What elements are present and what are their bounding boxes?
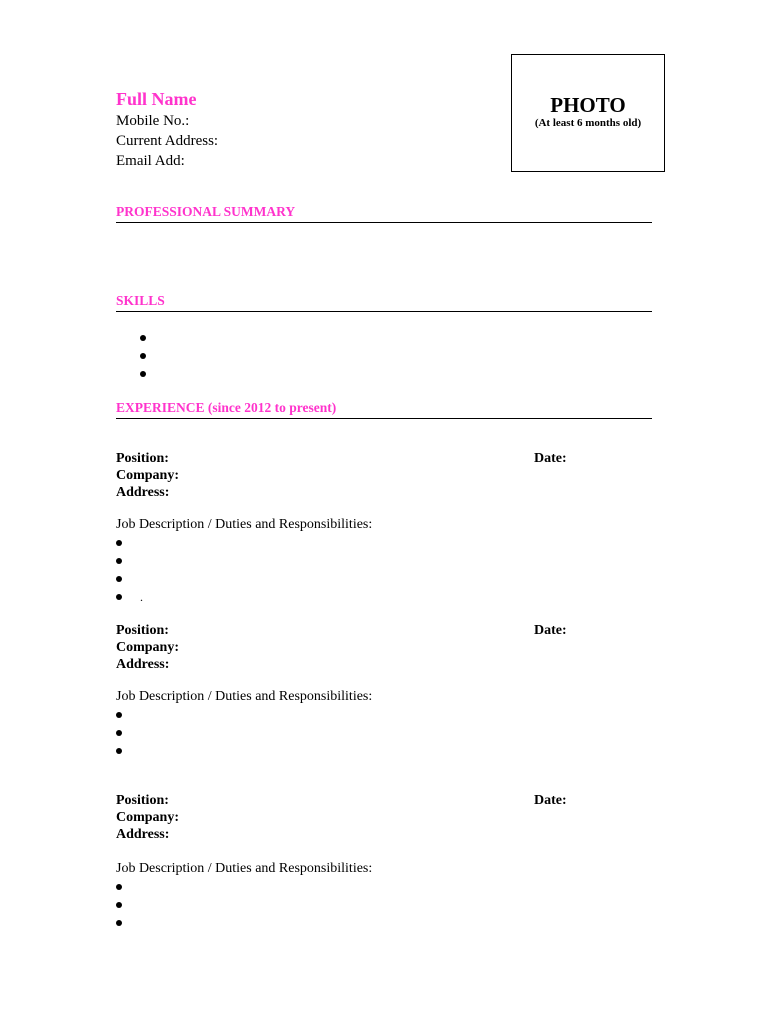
- date-label: Date:: [534, 793, 567, 808]
- section-heading: PROFESSIONAL SUMMARY: [116, 204, 296, 219]
- date-label: Date:: [534, 623, 567, 638]
- contact-block: [116, 111, 218, 171]
- bullet-icon: [116, 594, 122, 600]
- bullet-icon: [140, 371, 146, 377]
- bullet-icon: [116, 748, 122, 754]
- experience-entry-3: [116, 792, 179, 843]
- date-label: Date:: [534, 451, 567, 466]
- bullet-icon: [116, 920, 122, 926]
- bullet-icon: [116, 902, 122, 908]
- section-heading: EXPERIENCE (since 2012 to present): [116, 400, 337, 415]
- section-skills: [116, 293, 652, 312]
- bullet-icon: [116, 540, 122, 546]
- job-description-label: Job Description / Duties and Responsibilities:: [116, 861, 373, 876]
- photo-placeholder: [511, 54, 665, 172]
- mobile-label: Mobile No.:: [116, 113, 190, 129]
- position-label: Position:: [116, 451, 169, 466]
- bullet-icon: [140, 353, 146, 359]
- photo-title: PHOTO: [550, 93, 626, 117]
- photo-note: (At least 6 months old): [534, 117, 642, 129]
- section-experience: [116, 400, 652, 419]
- address-label: Address:: [116, 657, 170, 672]
- job-description-label: Job Description / Duties and Responsibilities:: [116, 689, 373, 704]
- experience-entry-1: [116, 450, 179, 501]
- section-heading: SKILLS: [116, 293, 165, 308]
- bullet-icon: [116, 576, 122, 582]
- address-label: Address:: [116, 485, 170, 500]
- section-professional-summary: [116, 204, 652, 223]
- bullet-icon: [116, 884, 122, 890]
- full-name: Full Name: [116, 89, 197, 109]
- job-description-label: Job Description / Duties and Responsibilities:: [116, 517, 373, 532]
- company-label: Company:: [116, 640, 180, 655]
- position-label: Position:: [116, 623, 169, 638]
- company-label: Company:: [116, 468, 180, 483]
- bullet-icon: [116, 712, 122, 718]
- email-label: Email Add:: [116, 153, 185, 169]
- resume-page: Full Name Mobile No.: Current Address: Email Add: PHOTO (At least 6 months old) PROFESSIONAL SUMMARY SKILLS EXPERIENCE (since 2012 to present) Position: Company: Address: Date: Job Description / Duties and Responsibilities: . Position: Company: Address: Date: Job Description / Duties and Responsibilities: Position: Company: Address: Date: Job Description / Duties and Responsibilities:: [0, 0, 768, 1024]
- bullet-icon: [140, 335, 146, 341]
- experience-entry-2: [116, 622, 179, 673]
- position-label: Position:: [116, 793, 169, 808]
- bullet-icon: [116, 730, 122, 736]
- company-label: Company:: [116, 810, 180, 825]
- bullet-icon: [116, 558, 122, 564]
- address-label: Current Address:: [116, 133, 219, 149]
- address-label: Address:: [116, 827, 170, 842]
